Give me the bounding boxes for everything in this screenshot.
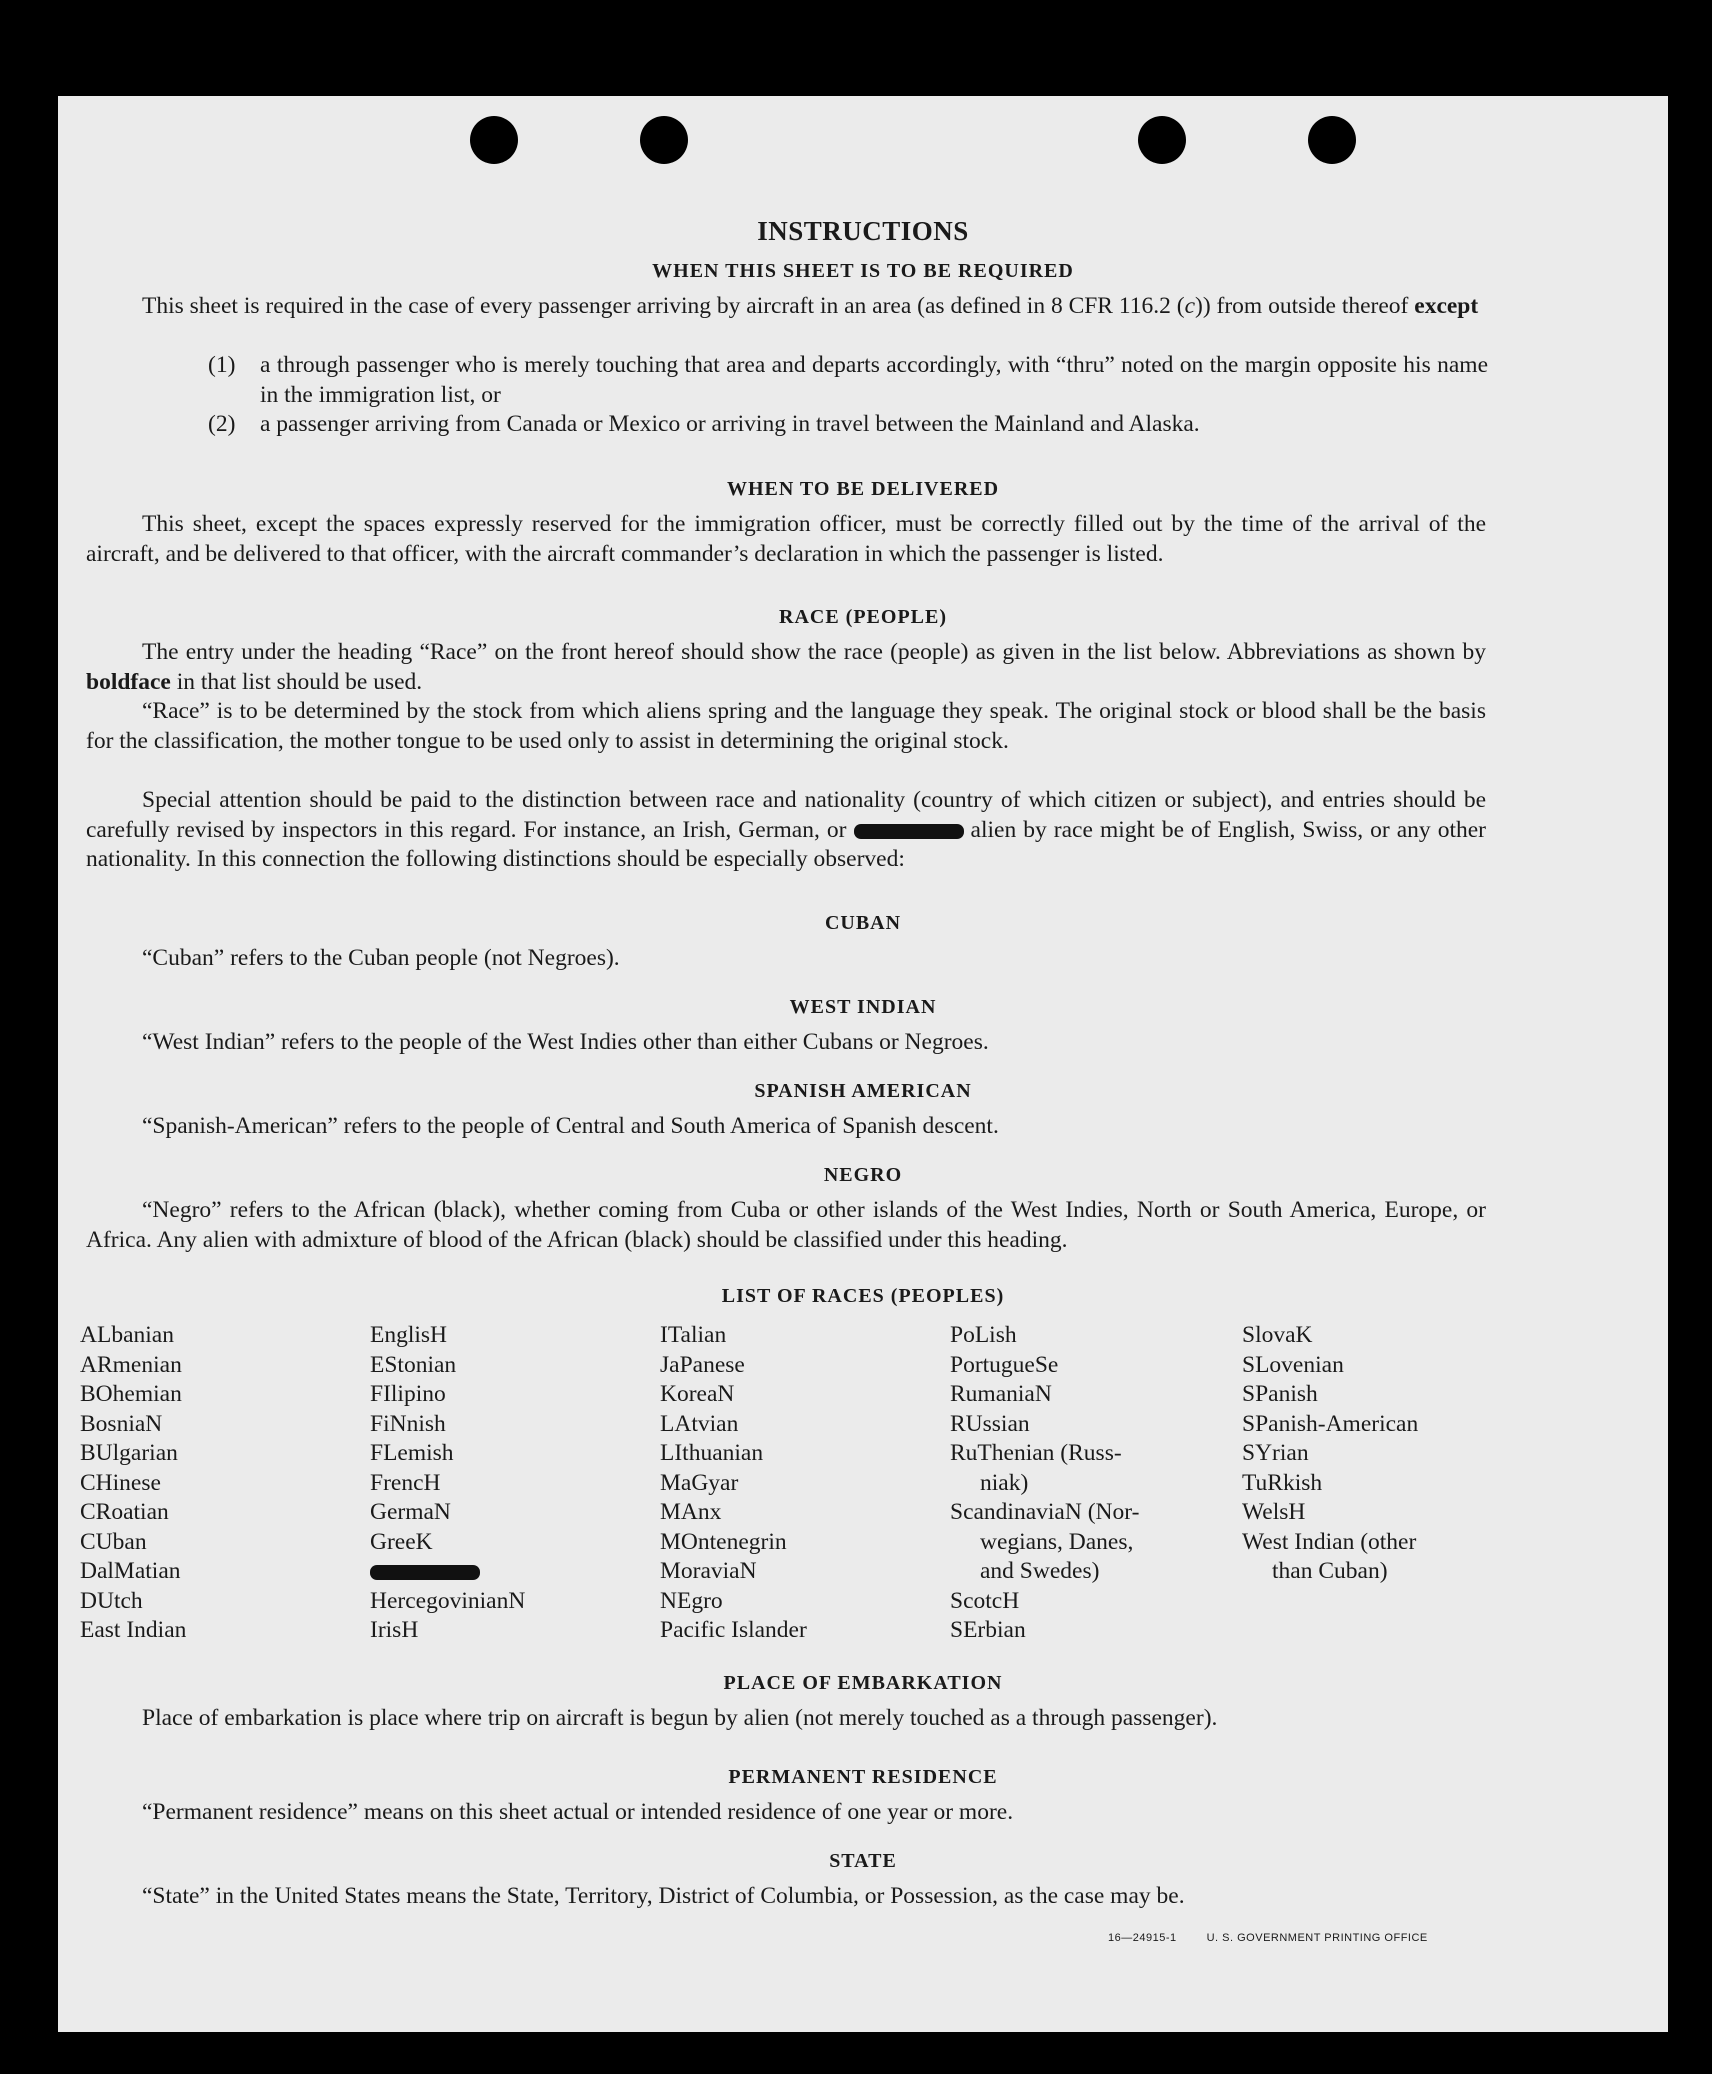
race-item: BOhemian [80, 1381, 182, 1407]
race-item: MOntenegrin [660, 1528, 787, 1555]
paragraph-embarkation: Place of embarkation is place where trip on aircraft is begun by alien (not merely touched as a through passenger). [142, 1705, 1218, 1731]
race-item: ScotcH [950, 1587, 1020, 1614]
list-item: (2) a passenger arriving from Canada or Mexico or arriving in travel between the Mainland and Alaska. [208, 411, 1200, 437]
list-item: (1) a through passenger who is merely touching that area and departs accordingly, with “thru” noted on the margin opposite his name in the immigration list, or [208, 352, 1488, 408]
race-item: TuRkish [1242, 1469, 1323, 1496]
race-item: wegians, Danes, [980, 1528, 1134, 1555]
paragraph-state: “State” in the United States means the State, Territory, District of Columbia, or Possession, as the case may be. [142, 1883, 1185, 1909]
race-item: DalMatian [80, 1558, 181, 1584]
race-item: SPanish [1242, 1381, 1318, 1407]
race-item: ALbanian [80, 1322, 174, 1348]
paragraph-cuban: “Cuban” refers to the Cuban people (not Negroes). [142, 945, 620, 971]
heading-race: RACE (PEOPLE) [779, 606, 947, 628]
race-item: CHinese [80, 1469, 161, 1496]
race-item-redacted [370, 1557, 525, 1587]
races-column-1 [80, 1321, 186, 1646]
redaction-mark [854, 824, 964, 839]
form-code: 16—24915-1 [1108, 1932, 1177, 1944]
footer-imprint [1108, 1932, 1458, 1944]
document-sheet [58, 96, 1668, 2032]
race-item: FLemish [370, 1440, 454, 1466]
heading-embarkation: PLACE OF EMBARKATION [723, 1672, 1003, 1694]
page-title: INSTRUCTIONS [757, 216, 969, 246]
race-item: MAnx [660, 1499, 722, 1525]
race-item: FrencH [370, 1469, 441, 1496]
race-item: Pacific Islander [660, 1617, 807, 1643]
race-item: RuThenian (Russ- [950, 1440, 1122, 1466]
race-item: ScandinaviaN (Nor- [950, 1499, 1140, 1525]
paragraph-race-1: The entry under the heading “Race” on the front hereof should show the race (people) as given in the list below. Abbreviations as shown by boldface in that list should be used. [86, 639, 1486, 695]
paragraph-when-required: This sheet is required in the case of every passenger arriving by aircraft in an area (as defined in 8 CFR 116.2 (c)) from outside thereof except [142, 293, 1479, 319]
race-item: JaPanese [660, 1351, 745, 1378]
race-item: PoLish [950, 1322, 1017, 1348]
race-item: SlovaK [1242, 1322, 1313, 1348]
race-item: RUssian [950, 1410, 1030, 1437]
punch-hole [470, 116, 518, 164]
race-item: KoreaN [660, 1381, 735, 1407]
heading-state: STATE [829, 1850, 897, 1872]
race-item: ITalian [660, 1322, 727, 1348]
paragraph-when-delivered: This sheet, except the spaces expressly reserved for the immigration officer, must be correctly filled out by the time of the arrival of the aircraft, and be delivered to that officer, with the aircraft commander’s declaration in which the passenger is listed. [86, 511, 1486, 567]
paragraph-negro: “Negro” refers to the African (black), whether coming from Cuba or other islands of the West Indies, North or South America, Europe, or Africa. Any alien with admixture of blood of the African (black) should be classified under this heading. [86, 1197, 1486, 1253]
race-item: than Cuban) [1272, 1558, 1388, 1584]
race-item: RumaniaN [950, 1381, 1052, 1407]
punch-hole [640, 116, 688, 164]
race-item: GermaN [370, 1499, 451, 1525]
heading-list-of-races: LIST OF RACES (PEOPLES) [721, 1285, 1005, 1307]
race-item: SYrian [1242, 1440, 1309, 1466]
race-item: West Indian (other [1242, 1528, 1417, 1555]
heading-when-delivered: WHEN TO BE DELIVERED [726, 478, 1000, 500]
races-column-3 [660, 1321, 807, 1646]
race-item: EnglisH [370, 1322, 448, 1348]
paragraph-permanent-residence: “Permanent residence” means on this sheet actual or intended residence of one year or more. [142, 1799, 1014, 1825]
heading-negro: NEGRO [823, 1164, 903, 1186]
heading-when-required: WHEN THIS SHEET IS TO BE REQUIRED [652, 260, 1074, 282]
race-item: SPanish-American [1242, 1410, 1419, 1437]
race-item: PortugueSe [950, 1351, 1059, 1378]
paragraph-race-2: “Race” is to be determined by the stock from which aliens spring and the language they speak. The original stock or blood shall be the basis for the classification, the mother tongue to be used only to assist in determining the original stock. [86, 698, 1486, 754]
race-item: SErbian [950, 1617, 1026, 1643]
races-column-2 [370, 1321, 525, 1646]
race-item: and Swedes) [980, 1558, 1100, 1584]
races-column-5 [1242, 1321, 1418, 1587]
race-item: GreeK [370, 1528, 433, 1555]
race-item: niak) [980, 1469, 1029, 1496]
race-item: WelsH [1242, 1499, 1306, 1525]
heading-permanent-residence: PERMANENT RESIDENCE [728, 1766, 998, 1788]
heading-cuban: CUBAN [824, 912, 902, 934]
race-item: BosniaN [80, 1410, 163, 1437]
race-item: SLovenian [1242, 1351, 1344, 1378]
race-item: MaGyar [660, 1469, 739, 1496]
race-item: FIlipino [370, 1381, 446, 1407]
race-item: BUlgarian [80, 1440, 178, 1466]
heading-west-indian: WEST INDIAN [789, 996, 937, 1018]
race-item: HercegovinianN [370, 1587, 526, 1614]
race-item: NEgro [660, 1587, 723, 1614]
race-item: FiNnish [370, 1410, 446, 1437]
races-column-4 [950, 1321, 1139, 1646]
paragraph-west-indian: “West Indian” refers to the people of the West Indies other than either Cubans or Negroes. [142, 1029, 989, 1055]
race-item: ARmenian [80, 1351, 182, 1378]
race-item: MoraviaN [660, 1558, 757, 1584]
heading-spanish-american: SPANISH AMERICAN [754, 1080, 972, 1102]
race-item: CUban [80, 1528, 147, 1555]
redaction-mark [370, 1565, 480, 1580]
race-item: East Indian [80, 1617, 187, 1643]
race-item: LAtvian [660, 1410, 739, 1437]
printer-imprint: U. S. GOVERNMENT PRINTING OFFICE [1206, 1932, 1428, 1944]
race-item: EStonian [370, 1351, 457, 1378]
paragraph-spanish-american: “Spanish-American” refers to the people of Central and South America of Spanish descent. [142, 1113, 999, 1139]
punch-hole [1308, 116, 1356, 164]
punch-hole [1138, 116, 1186, 164]
race-item: LIthuanian [660, 1440, 764, 1466]
race-item: CRoatian [80, 1499, 169, 1525]
race-item: IrisH [370, 1617, 419, 1643]
race-item: DUtch [80, 1587, 143, 1614]
paragraph-race-3: Special attention should be paid to the distinction between race and nationality (country of which citizen or subject), and entries should be carefully revised by inspectors in this regard. For instance, an Irish, German, or alien by race might be of English, Swiss, or any other nationality. In this connection the following distinctions should be especially observed: [86, 787, 1486, 872]
exception-list [208, 351, 1488, 440]
